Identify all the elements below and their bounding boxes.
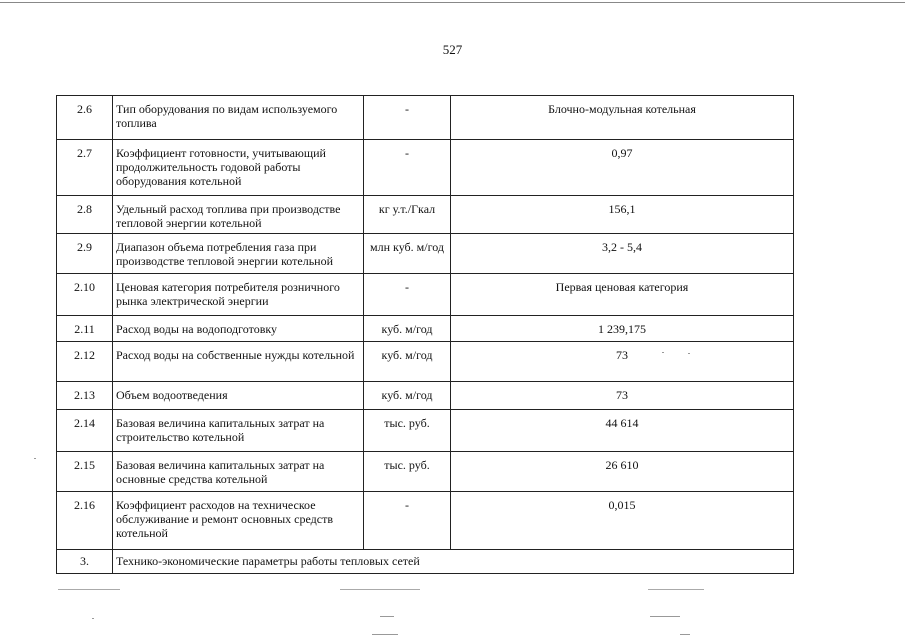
row-number: 2.16 xyxy=(57,492,113,550)
table-row xyxy=(57,492,794,550)
row-parameter: Диапазон объема потребления газа при производстве тепловой энергии котельной xyxy=(113,234,364,274)
table-row xyxy=(57,140,794,196)
row-unit: тыс. руб. xyxy=(364,452,451,492)
row-value: 26 610 xyxy=(451,452,794,492)
scan-speck xyxy=(34,458,36,459)
row-parameter: Базовая величина капитальных затрат на строительство котельной xyxy=(113,410,364,452)
table-row xyxy=(57,342,794,382)
row-value: Первая ценовая категория xyxy=(451,274,794,316)
scan-speck xyxy=(650,616,680,617)
table-row xyxy=(57,452,794,492)
row-unit: млн куб. м/год xyxy=(364,234,451,274)
row-parameter: Тип оборудования по видам используемого топлива xyxy=(113,96,364,140)
table-row xyxy=(57,96,794,140)
scan-mark xyxy=(340,589,420,590)
table-row xyxy=(57,274,794,316)
table-row xyxy=(57,316,794,342)
row-parameter: Ценовая категория потребителя розничного рынка электрической энергии xyxy=(113,274,364,316)
row-value: 44 614 xyxy=(451,410,794,452)
row-unit: куб. м/год xyxy=(364,342,451,382)
scan-mark xyxy=(648,589,704,590)
row-unit: куб. м/год xyxy=(364,316,451,342)
row-number: 2.9 xyxy=(57,234,113,274)
row-value: 3,2 - 5,4 xyxy=(451,234,794,274)
row-value: 73 xyxy=(451,382,794,410)
row-parameter: Базовая величина капитальных затрат на основные средства котельной xyxy=(113,452,364,492)
row-unit: - xyxy=(364,274,451,316)
table-row xyxy=(57,234,794,274)
row-parameter: Объем водоотведения xyxy=(113,382,364,410)
row-value: 0,015 xyxy=(451,492,794,550)
scan-speck xyxy=(680,634,690,635)
scan-mark xyxy=(58,589,120,590)
scan-speck xyxy=(662,352,664,353)
scan-speck xyxy=(688,353,690,354)
row-value: 0,97 xyxy=(451,140,794,196)
row-number: 2.15 xyxy=(57,452,113,492)
row-unit: куб. м/год xyxy=(364,382,451,410)
row-number: 2.14 xyxy=(57,410,113,452)
row-unit: - xyxy=(364,96,451,140)
row-value: 1 239,175 xyxy=(451,316,794,342)
row-number: 2.6 xyxy=(57,96,113,140)
row-parameter: Расход воды на собственные нужды котельной xyxy=(113,342,364,382)
row-parameter: Расход воды на водоподготовку xyxy=(113,316,364,342)
row-number: 2.11 xyxy=(57,316,113,342)
row-number: 2.8 xyxy=(57,196,113,234)
section-number: 3. xyxy=(57,550,113,574)
row-value: 73 xyxy=(451,342,794,382)
top-edge-rule xyxy=(0,2,905,3)
table-row xyxy=(57,410,794,452)
row-parameter: Удельный расход топлива при производстве тепловой энергии котельной xyxy=(113,196,364,234)
scan-speck xyxy=(92,618,94,619)
row-number: 2.7 xyxy=(57,140,113,196)
row-parameter: Коэффициент готовности, учитывающий продолжительность годовой работы оборудования котельной xyxy=(113,140,364,196)
section-title: Технико-экономические параметры работы тепловых сетей xyxy=(113,550,794,574)
table-row xyxy=(57,382,794,410)
row-value: Блочно-модульная котельная xyxy=(451,96,794,140)
row-parameter: Коэффициент расходов на техническое обслуживание и ремонт основных средств котельной xyxy=(113,492,364,550)
row-number: 2.13 xyxy=(57,382,113,410)
table-row xyxy=(57,196,794,234)
row-number: 2.10 xyxy=(57,274,113,316)
row-number: 2.12 xyxy=(57,342,113,382)
row-unit: - xyxy=(364,140,451,196)
row-unit: кг у.т./Гкал xyxy=(364,196,451,234)
row-unit: тыс. руб. xyxy=(364,410,451,452)
section-row xyxy=(57,550,794,574)
parameters-table xyxy=(56,95,794,574)
scan-speck xyxy=(372,634,398,635)
scan-speck xyxy=(380,616,394,617)
row-value: 156,1 xyxy=(451,196,794,234)
page-number: 527 xyxy=(442,42,463,57)
row-unit: - xyxy=(364,492,451,550)
